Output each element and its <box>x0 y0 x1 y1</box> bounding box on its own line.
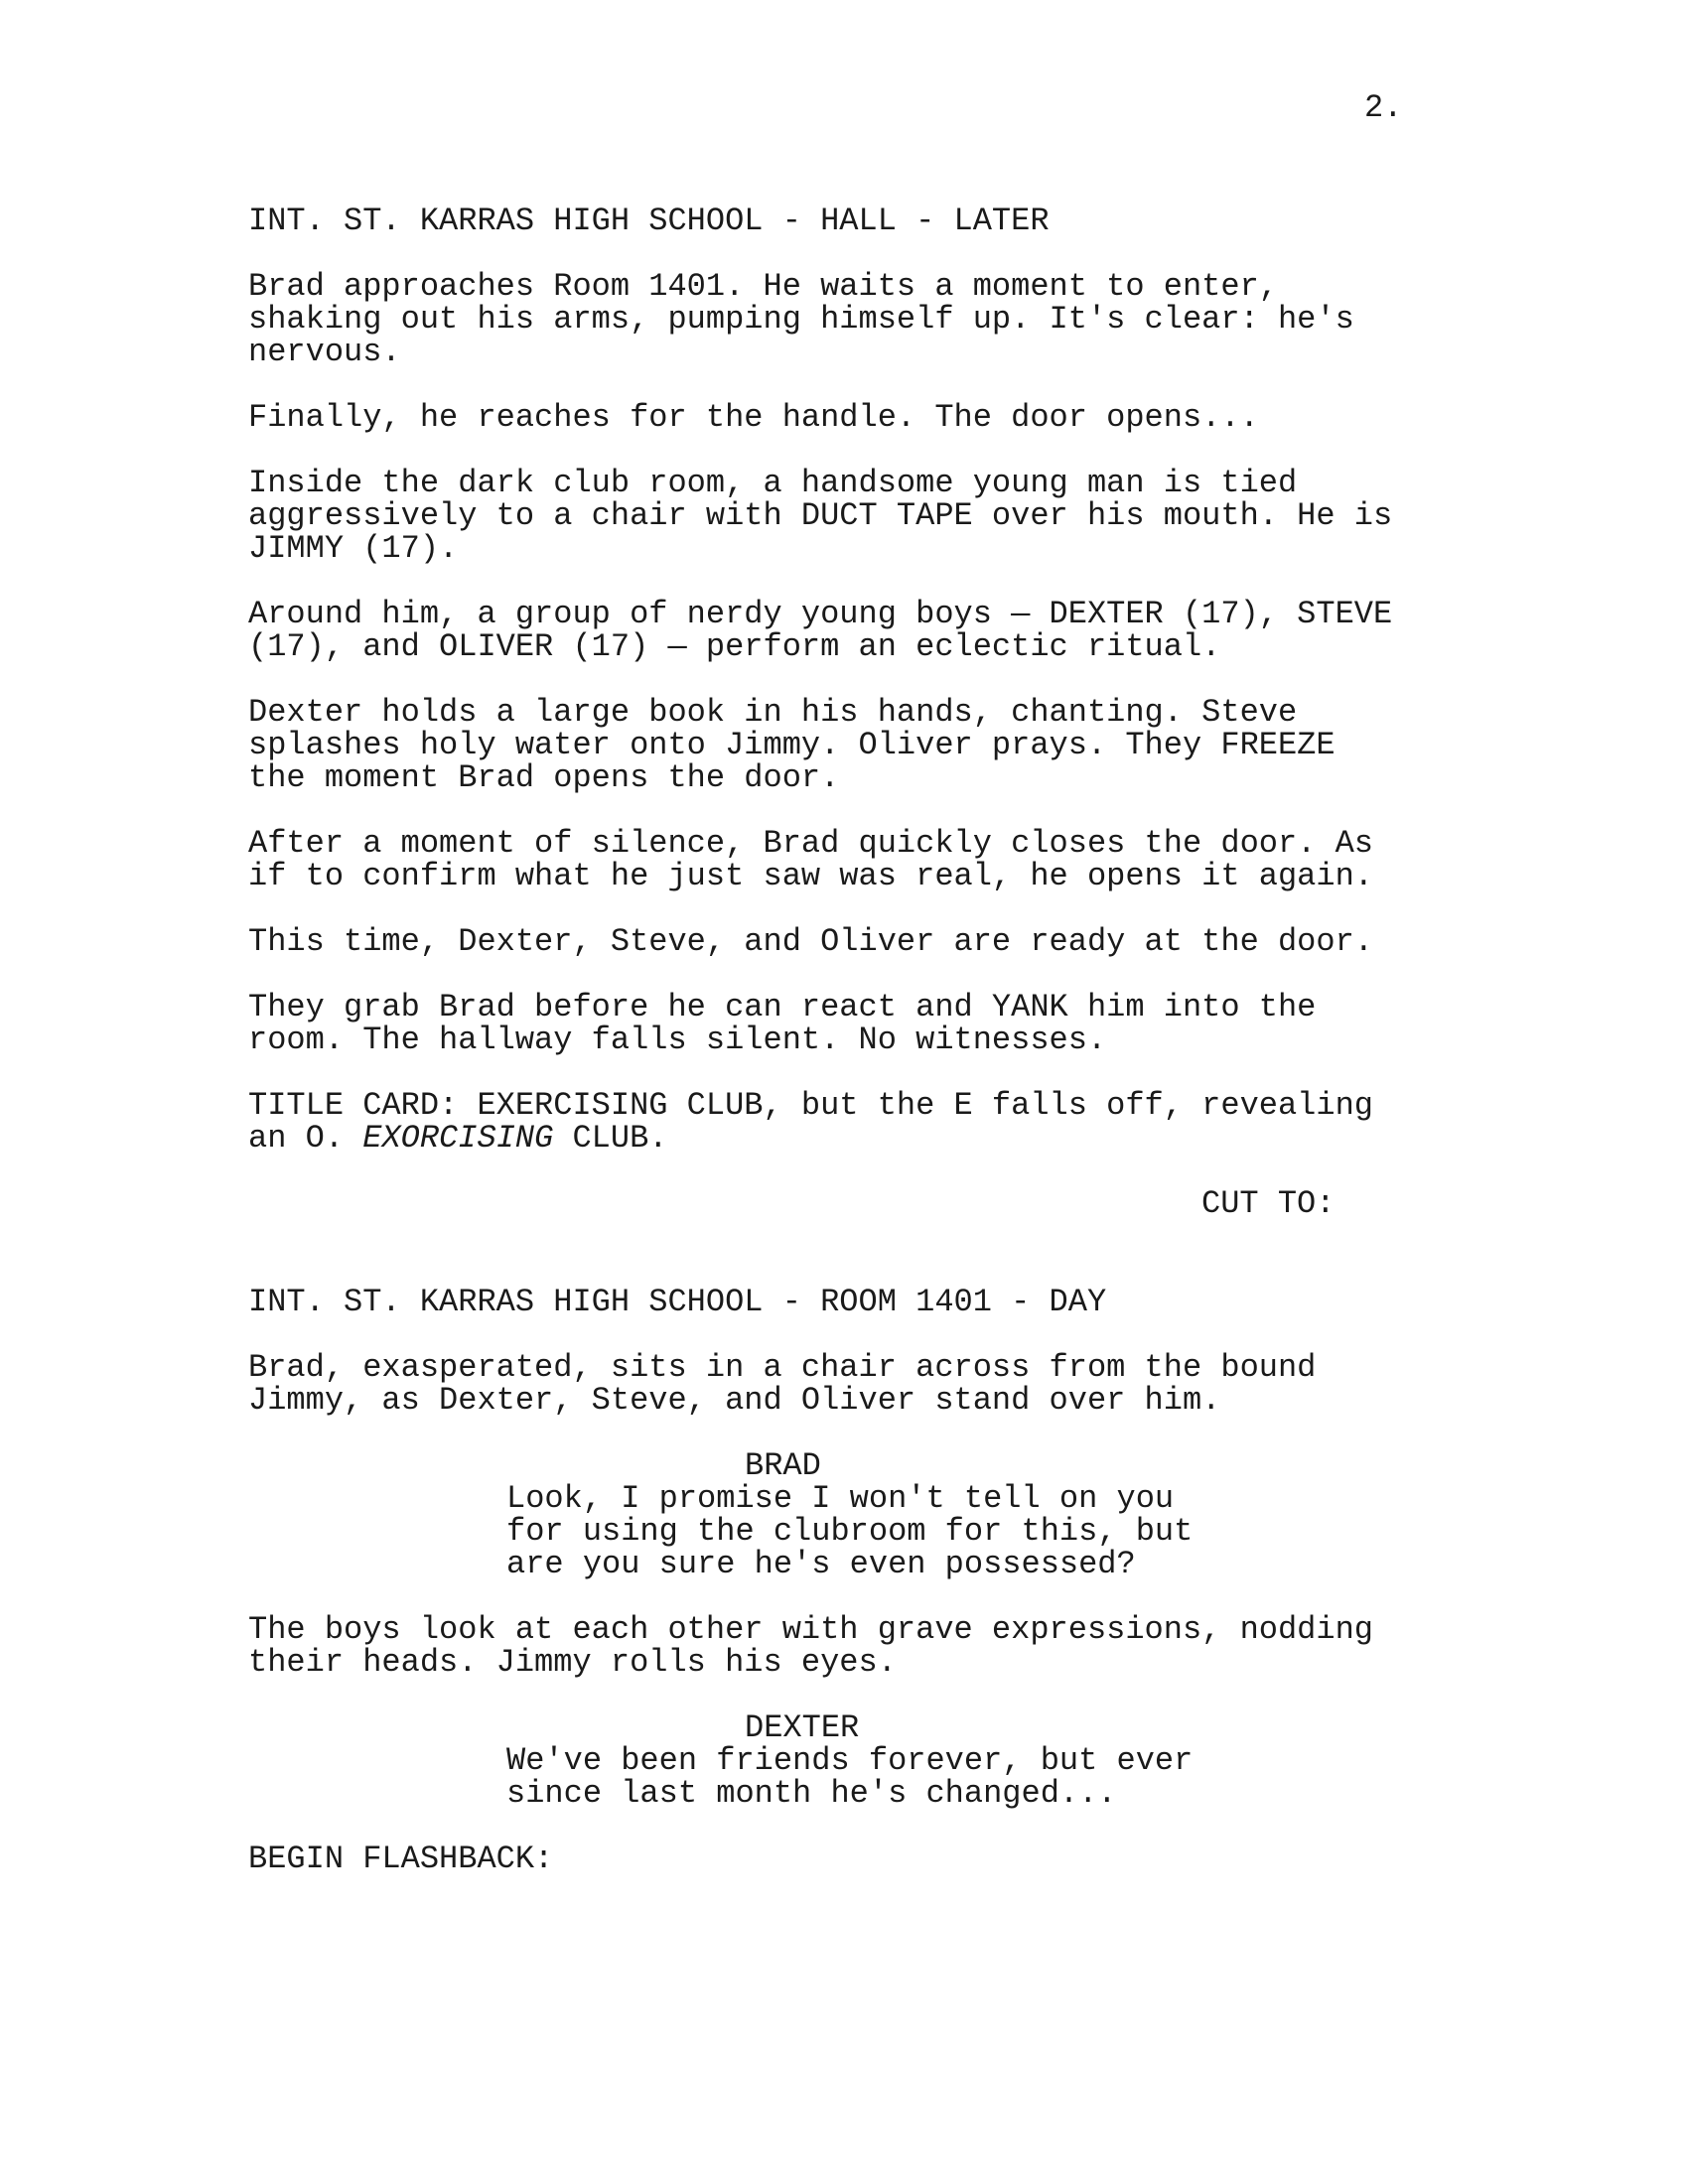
page-number: 2. <box>1364 89 1403 126</box>
action-line: if to confirm what he just saw was real, he opens it again. <box>248 858 1373 894</box>
action-paragraph <box>248 827 1470 892</box>
dialogue-line: Look, I promise I won't tell on you <box>506 1480 1175 1517</box>
action-line: nervous. <box>248 334 401 370</box>
character-name: DEXTER <box>745 1709 860 1746</box>
action-line: room. The hallway falls silent. No witnesses. <box>248 1022 1107 1058</box>
action-line: aggressively to a chair with DUCT TAPE over his mouth. He is <box>248 497 1393 534</box>
action-line: the moment Brad opens the door. <box>248 759 840 796</box>
action-text: an O. <box>248 1120 363 1157</box>
action-line: Brad approaches Room 1401. He waits a moment to enter, <box>248 268 1278 305</box>
italic-text: EXORCISING <box>362 1120 554 1157</box>
action-paragraph <box>248 270 1470 368</box>
action-line: their heads. Jimmy rolls his eyes. <box>248 1644 897 1681</box>
action-paragraph <box>248 1613 1470 1679</box>
action-line: (17), and OLIVER (17) — perform an eclectic ritual. <box>248 628 1221 665</box>
action-line: They grab Brad before he can react and YANK him into the <box>248 989 1317 1025</box>
transition-flashback: BEGIN FLASHBACK: <box>248 1841 554 1877</box>
action-paragraph <box>248 598 1470 663</box>
action-line: TITLE CARD: EXERCISING CLUB, but the E falls off, revealing <box>248 1087 1373 1124</box>
action-line: Dexter holds a large book in his hands, chanting. Steve <box>248 694 1298 731</box>
action-paragraph <box>248 1089 1470 1155</box>
action-line: splashes holy water onto Jimmy. Oliver prays. They FREEZE <box>248 727 1336 763</box>
dialogue-block <box>248 1449 1470 1580</box>
action-paragraph <box>248 991 1470 1056</box>
action-line: Inside the dark club room, a handsome young man is tied <box>248 465 1298 501</box>
screenplay-body <box>248 205 1470 1875</box>
action-line: Jimmy, as Dexter, Steve, and Oliver stand over him. <box>248 1382 1221 1419</box>
dialogue-line: are you sure he's even possessed? <box>506 1546 1136 1582</box>
action-text: CLUB. <box>553 1120 668 1157</box>
action-line: Finally, he reaches for the handle. The door opens... <box>248 399 1259 436</box>
scene-heading: INT. ST. KARRAS HIGH SCHOOL - HALL - LATER <box>248 203 1050 239</box>
action-line: JIMMY (17). <box>248 530 459 567</box>
dialogue-line: since last month he's changed... <box>506 1775 1117 1812</box>
scene-heading: INT. ST. KARRAS HIGH SCHOOL - ROOM 1401 - DAY <box>248 1284 1107 1320</box>
action-paragraph <box>248 696 1470 794</box>
character-name: BRAD <box>745 1447 821 1484</box>
action-paragraph <box>248 925 1470 958</box>
action-line <box>248 1122 1470 1155</box>
action-line: Around him, a group of nerdy young boys — DEXTER (17), STEVE <box>248 596 1393 632</box>
action-line: After a moment of silence, Brad quickly closes the door. As <box>248 825 1373 862</box>
dialogue-block <box>248 1711 1470 1810</box>
dialogue-line: We've been friends forever, but ever <box>506 1742 1194 1779</box>
dialogue-line: for using the clubroom for this, but <box>506 1513 1194 1550</box>
action-line: Brad, exasperated, sits in a chair across from the bound <box>248 1349 1317 1386</box>
action-line: This time, Dexter, Steve, and Oliver are ready at the door. <box>248 923 1373 960</box>
action-line: shaking out his arms, pumping himself up. It's clear: he's <box>248 301 1354 338</box>
action-paragraph <box>248 467 1470 565</box>
action-line: The boys look at each other with grave expressions, nodding <box>248 1611 1373 1648</box>
transition: CUT TO: <box>1201 1185 1336 1222</box>
action-paragraph <box>248 1351 1470 1417</box>
action-paragraph <box>248 401 1470 434</box>
